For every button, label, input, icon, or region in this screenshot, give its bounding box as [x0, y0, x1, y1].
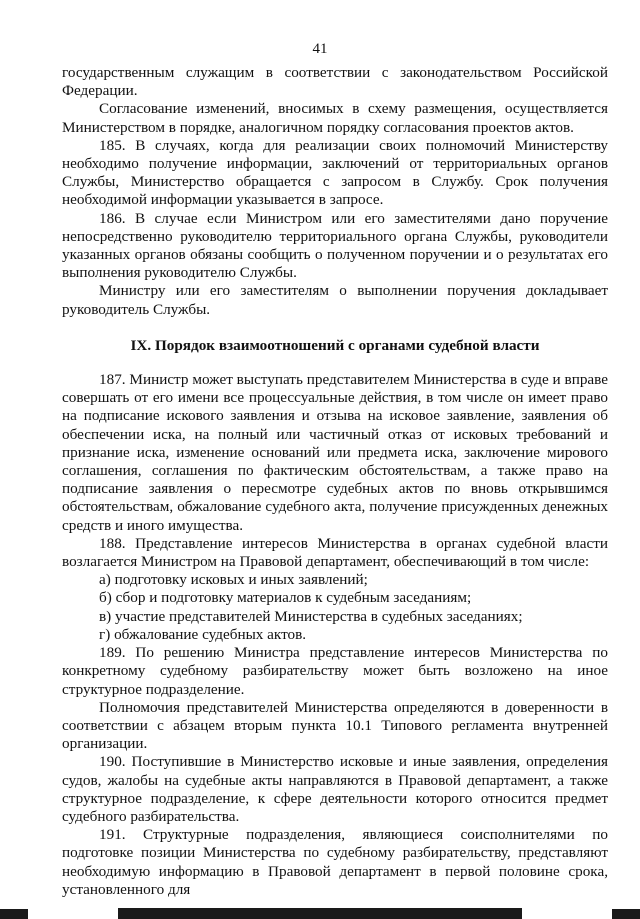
paragraph-188: 188. Представление интересов Министерства в органах судебной власти возлагается Министром на Правовой департамент, обеспечивающий в том числе:: [62, 534, 608, 571]
list-item-b: б) сбор и подготовку материалов к судебным заседаниям;: [99, 589, 472, 607]
paragraph-185: 185. В случаях, когда для реализации своих полномочий Министерству необходимо получение информации, заключений от территориальных органов Службы, Министерство обращается с запросом в Службу. Срок получения необходимой информации указывается в запросе.: [62, 136, 608, 209]
scan-mark-left: [0, 909, 28, 919]
paragraph-186: 186. В случае если Министром или его заместителями дано поручение непосредственно руководителю территориального органа Службы, руководители указанных органов обязаны сообщить о полученном поручении и о результатах его выполнения руководителю Службы.: [62, 209, 608, 282]
scan-mark-right: [612, 909, 640, 919]
paragraph-186-report: Министру или его заместителям о выполнении поручения докладывает руководитель Службы.: [62, 282, 608, 318]
paragraph-187: 187. Министр может выступать представителем Министерства в суде и вправе совершать от его имени все процессуальные действия, в том числе он имеет право на подписание искового заявления и отзыва на исковое заявление, заявления об обеспечении иска, на полный или частичный отказ от исковых требований и признание иска, изменение оснований или предмета иска, заключение мирового соглашения, соглашения по фактическим обстоятельствам, а также право на подписание заявления о пересмотре судебных актов по вновь открывшимся обстоятельствам, обжалование судебного акта, получение присужденных денежных средств и иного имущества.: [62, 371, 608, 534]
list-item-a: а) подготовку исковых и иных заявлений;: [99, 571, 368, 589]
paragraph-approval: Согласование изменений, вносимых в схему размещения, осуществляется Министерством в порядке, аналогичном порядку согласования проектов актов.: [62, 100, 608, 136]
list-item-g: г) обжалование судебных актов.: [99, 625, 307, 643]
page-number: 41: [312, 41, 328, 57]
paragraph-189-powers: Полномочия представителей Министерства определяются в доверенности в соответствии с абзацем вторым пункта 10.1 Типового регламента внутренней организации.: [62, 698, 608, 753]
section-heading: IX. Порядок взаимоотношений с органами судебной власти: [130, 336, 540, 354]
paragraph-continuation: государственным служащим в соответствии с законодательством Российской Федерации.: [62, 64, 608, 100]
document-body: [62, 64, 608, 899]
paragraph-190: 190. Поступившие в Министерство исковые и иные заявления, определения судов, жалобы на судебные акты направляются в Правовой департамент, а также структурное подразделение, к сфере деятельности которого относится предмет судебного разбирательства.: [62, 753, 608, 825]
scan-edge-marks: [0, 904, 640, 919]
scan-mark-center: [118, 908, 522, 919]
paragraph-191: 191. Структурные подразделения, являющиеся соисполнителями по подготовке позиции Министерства по судебному разбирательству, представляют необходимую информацию в Правовой департамент в первой половине срока, установленного для: [62, 826, 608, 898]
paragraph-189: 189. По решению Министра представление интересов Министерства по конкретному судебному разбирательству может быть возложено на иное структурное подразделение.: [62, 644, 608, 698]
list-item-v: в) участие представителей Министерства в судебных заседаниях;: [99, 607, 523, 625]
